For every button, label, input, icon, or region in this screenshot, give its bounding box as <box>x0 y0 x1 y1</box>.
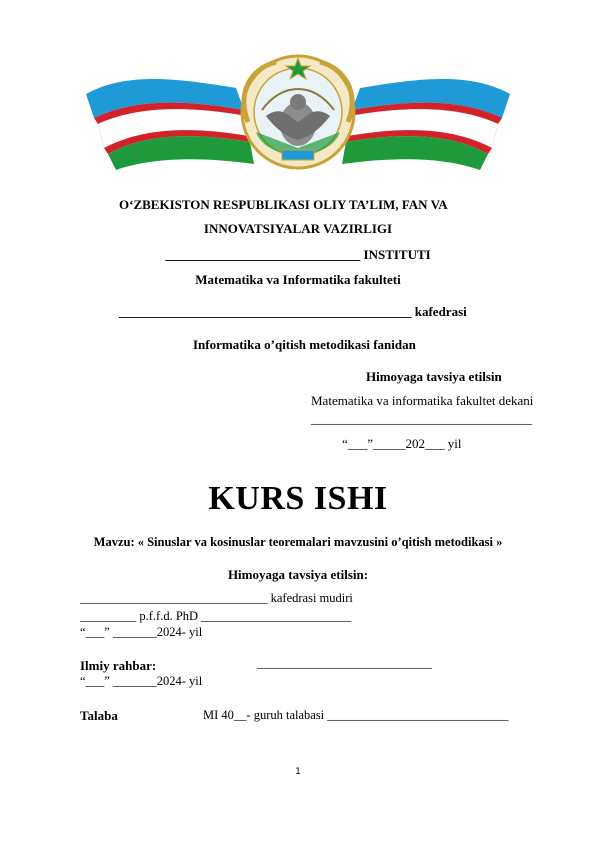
approval-top-signature: __________________________________ <box>311 411 532 426</box>
page-number: 1 <box>295 767 301 777</box>
approval-top-heading: Himoyaga tavsiya etilsin <box>366 369 502 384</box>
ministry-line-2: INNOVATSIYALAR VAZIRLIGI <box>203 221 393 236</box>
topic-line: Mavzu: « Sinuslar va kosinuslar teoremalari mavzusini o’qitish metodikasi » <box>93 535 503 549</box>
approval-bottom-line-1: ______________________________ kafedrasi mudiri <box>80 591 353 605</box>
uzbekistan-emblem-icon <box>86 52 510 170</box>
approval-bottom-date: “___” _______2024- yil <box>80 625 203 639</box>
institute-line: ______________________________ INSTITUTI <box>165 247 431 262</box>
supervisor-signature: ____________________________ <box>257 656 432 670</box>
document-title: KURS ISHI <box>208 480 388 517</box>
ministry-line-1: O‘ZBEKISTON RESPUBLIKASI OLIY TA’LIM, FAN VA <box>119 197 448 212</box>
faculty-line: Matematika va Informatika fakulteti <box>195 272 401 287</box>
right-flag-icon <box>342 79 510 170</box>
student-group-line: MI 40__- guruh talabasi _____________________________ <box>203 708 509 722</box>
supervisor-date: “___” _______2024- yil <box>80 674 203 688</box>
student-label: Talaba <box>80 708 118 723</box>
approval-bottom-line-2: _________ p.f.f.d. PhD ________________________ <box>80 609 352 623</box>
subject-line: Informatika o’qitish metodikasi fanidan <box>193 337 416 352</box>
approval-bottom-heading: Himoyaga tavsiya etilsin: <box>227 567 369 582</box>
department-line: _____________________________________________ kafedrasi <box>119 304 467 319</box>
left-flag-icon <box>86 79 254 170</box>
approval-top-role: Matematika va informatika fakultet dekani <box>311 393 534 408</box>
approval-top-date: “___”_____202___ yil <box>342 436 462 451</box>
supervisor-label: Ilmiy rahbar: <box>80 658 157 673</box>
state-emblem-icon <box>242 56 354 168</box>
